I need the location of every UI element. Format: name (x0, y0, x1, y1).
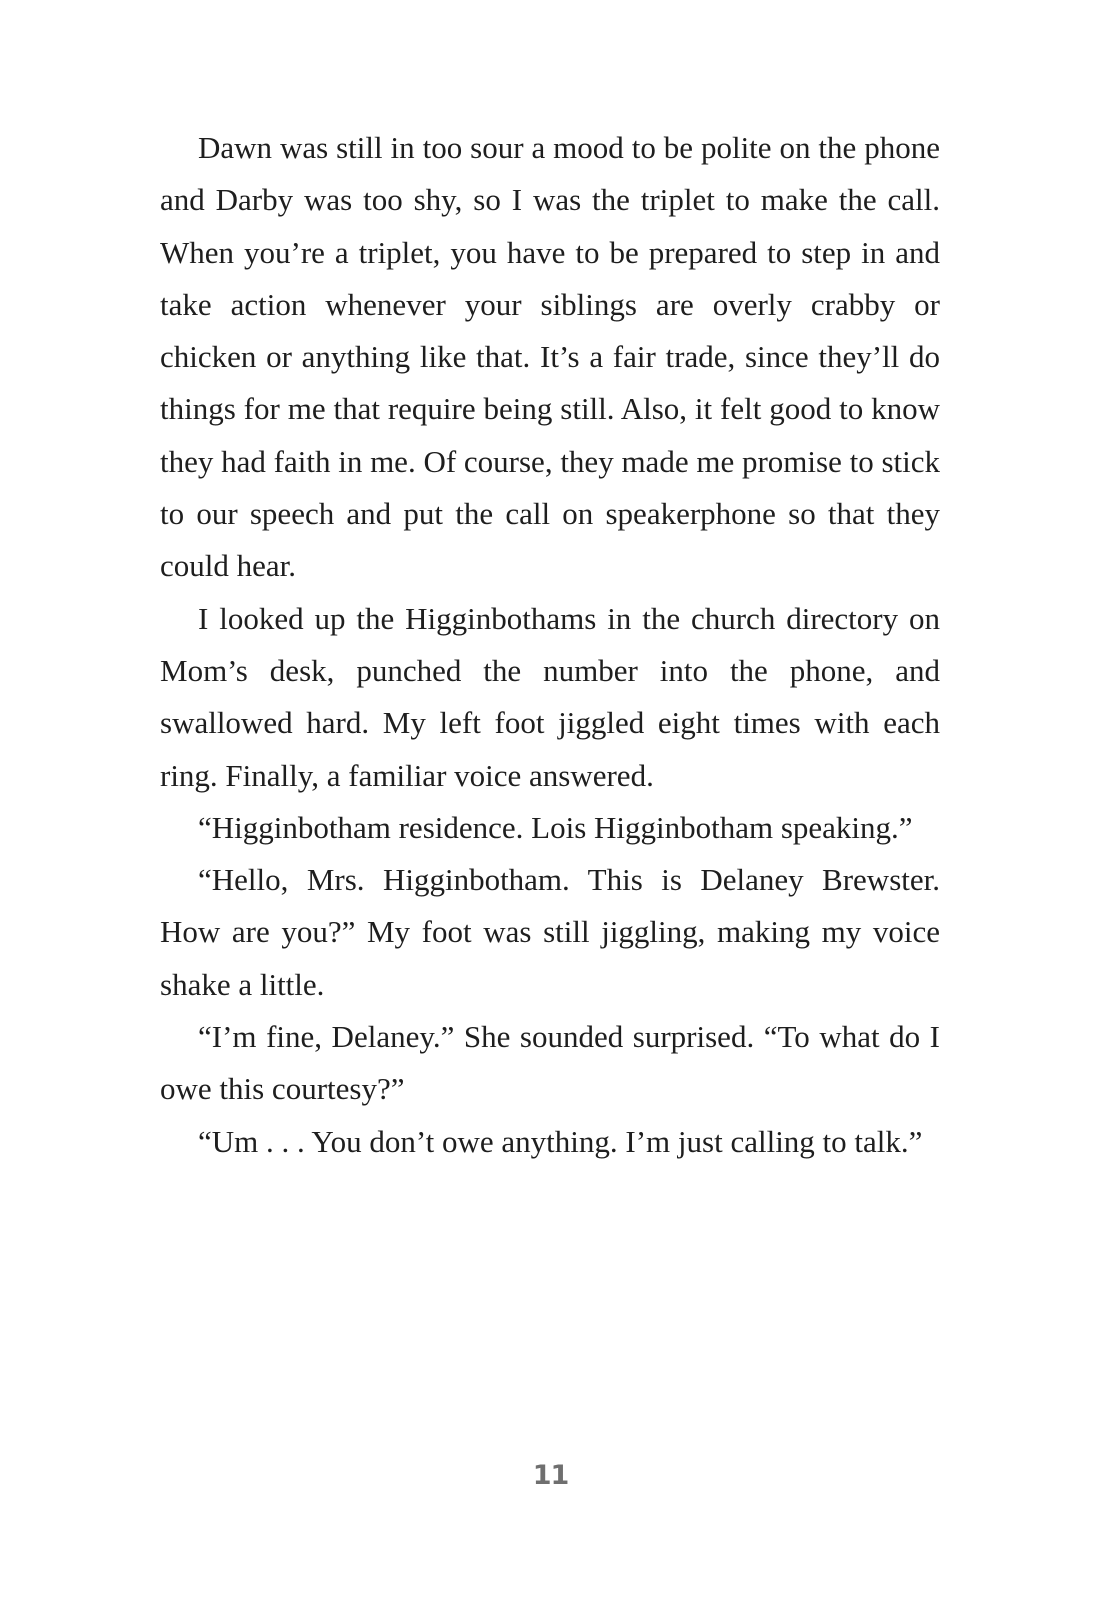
body-text (160, 122, 940, 1168)
paragraph: Dawn was still in too sour a mood to be polite on the phone and Darby was too shy, so I was the triplet to make the call. When you’re a triplet, you have to be prepared to step in and take action whenever your siblings are overly crabby or chicken or anything like that. It’s a fair trade, since they’ll do things for me that require being still. Also, it felt good to know they had faith in me. Of course, they made me promise to stick to our speech and put the call on speakerphone so that they could hear. (160, 130, 940, 584)
paragraph: “Um . . . You don’t owe anything. I’m just calling to talk.” (198, 1123, 923, 1159)
paragraph: “I’m fine, Delaney.” She sounded surprised. “To what do I owe this courtesy?” (160, 1019, 940, 1107)
paragraph: “Hello, Mrs. Higginbotham. This is Delaney Brewster. How are you?” My foot was still jiggling, making my voice shake a little. (160, 862, 940, 1002)
paragraph: I looked up the Higginbothams in the church directory on Mom’s desk, punched the number into the phone, and swallowed hard. My left foot jiggled eight times with each ring. Finally, a familiar voice answered. (160, 600, 940, 793)
page-number: 11 (532, 1460, 569, 1491)
paragraph: “Higginbotham residence. Lois Higginbotham speaking.” (198, 809, 913, 845)
